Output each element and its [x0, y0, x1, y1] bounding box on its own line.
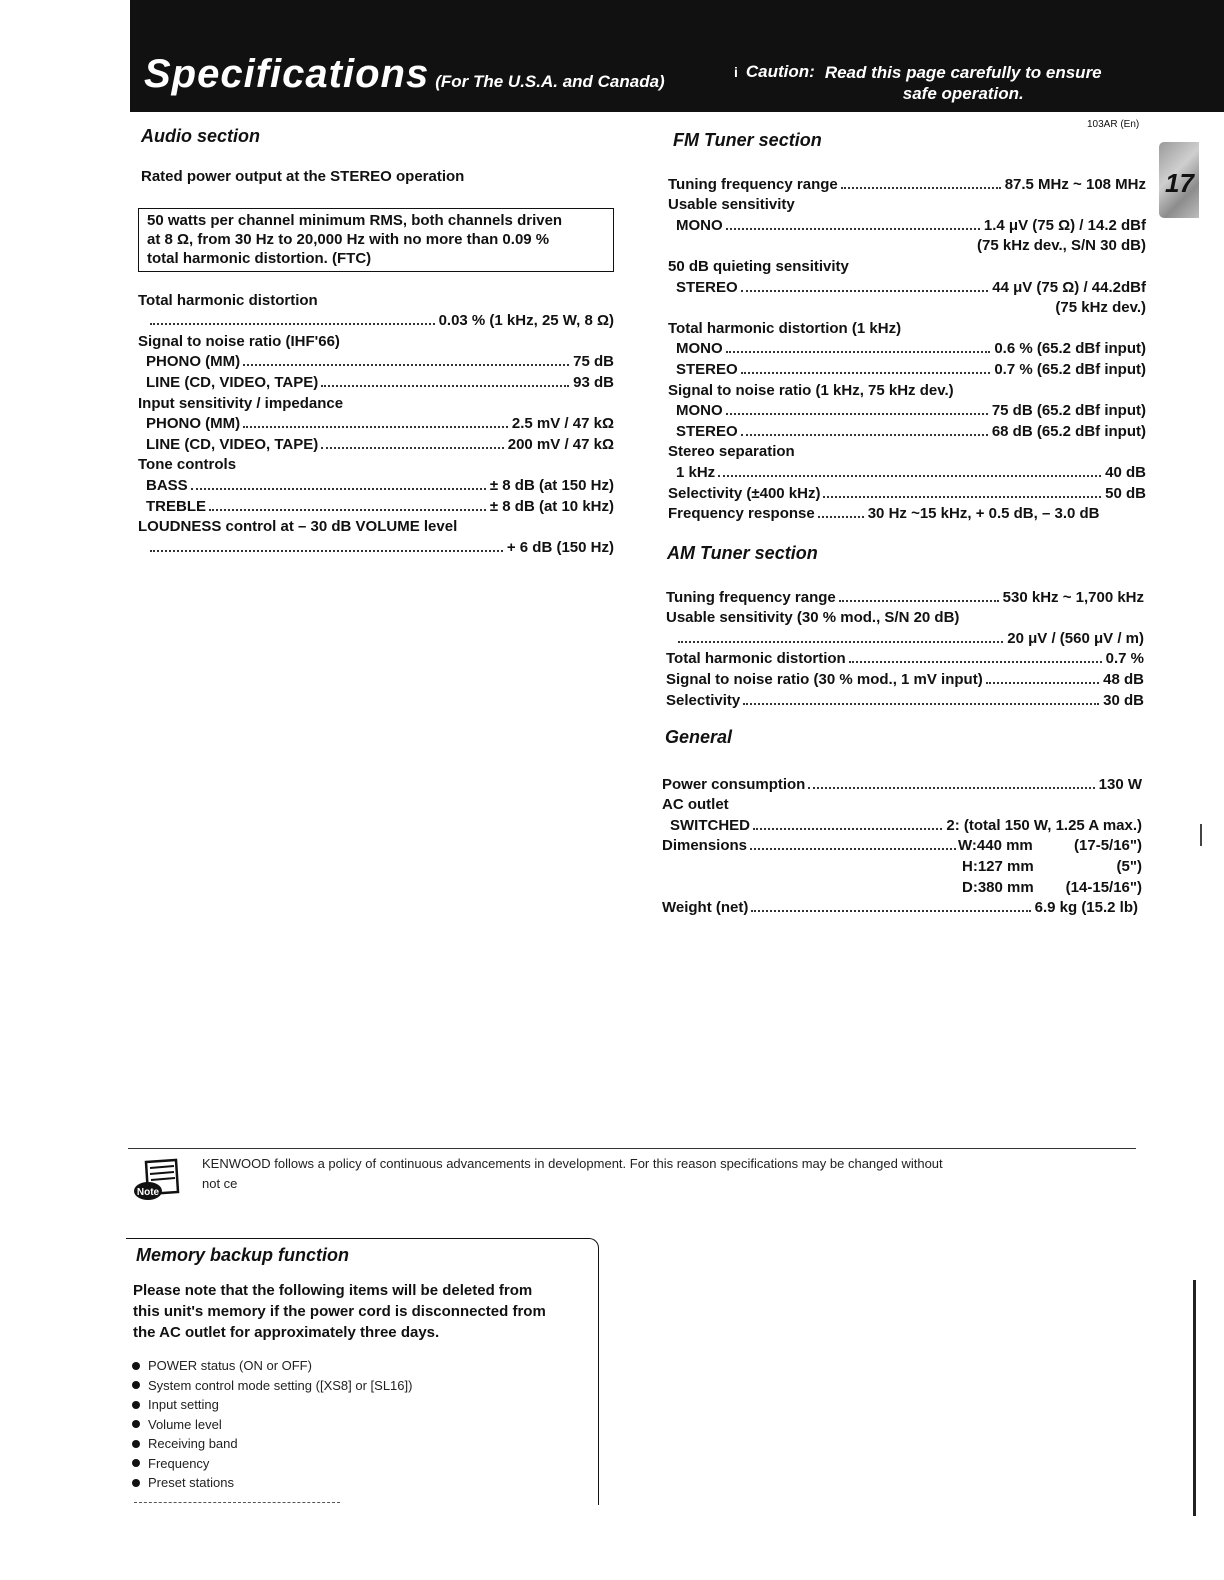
fm-quieting-stereo-note: (75 kHz dev.) — [1055, 299, 1146, 317]
fm-section-title: FM Tuner section — [673, 130, 822, 150]
fm-spec-list — [668, 172, 1146, 522]
bullet-icon — [132, 1381, 140, 1389]
general-dims-block — [662, 834, 1142, 896]
dim-width: W:440 mm — [958, 837, 1033, 855]
bullet-icon — [132, 1362, 140, 1370]
am-snr-label: Signal to noise ratio (30 % mod., 1 mV input) — [666, 670, 983, 688]
audio-spec-list — [138, 288, 614, 556]
page-title — [144, 52, 665, 97]
dim-height-inches: (5") — [1116, 857, 1142, 875]
audio-input-label: Input sensitivity / impedance — [138, 394, 344, 412]
bullet-icon — [132, 1459, 140, 1467]
fm-sep-1k-value: 40 dB — [1105, 463, 1146, 481]
fm-sep-label: Stereo separation — [668, 443, 795, 461]
memory-backup-title: Memory backup function — [136, 1245, 350, 1265]
page-number: 17 — [1165, 168, 1194, 198]
fm-freq-row — [668, 502, 1146, 523]
am-range-label: Tuning frequency range — [666, 588, 836, 606]
audio-thd-value: 0.03 % (1 kHz, 25 W, 8 Ω) — [438, 312, 614, 330]
list-item-text: Frequency — [148, 1455, 210, 1471]
audio-snr-line-row — [138, 370, 614, 391]
bullet-icon — [132, 1440, 140, 1448]
fm-selectivity-row — [668, 481, 1146, 502]
fm-selectivity-value: 50 dB — [1105, 484, 1146, 502]
dimensions-grid — [958, 834, 1142, 896]
audio-bass-row — [138, 473, 614, 494]
general-power-row — [662, 772, 1142, 793]
caution-label: Caution: — [745, 62, 815, 81]
audio-section-title: Audio section — [141, 126, 261, 146]
fm-freq-value: 30 Hz ~15 kHz, + 0.5 dB, – 3.0 dB — [867, 505, 1100, 523]
am-section-title: AM Tuner section — [667, 543, 818, 563]
fm-snr-mono-value: 75 dB (65.2 dBf input) — [991, 402, 1146, 420]
general-weight-label: Weight (net) — [662, 899, 749, 917]
fm-thd-label: Total harmonic distortion (1 kHz) — [668, 319, 902, 337]
fm-freq-label: Frequency response — [668, 505, 815, 523]
dim-depth-inches: (14-15/16") — [1065, 878, 1142, 896]
list-item — [132, 1376, 412, 1396]
audio-input-phono-value: 2.5 mV / 47 kΩ — [511, 415, 614, 433]
audio-input-phono-label: PHONO (MM) — [146, 415, 241, 433]
am-thd-label: Total harmonic distortion — [666, 650, 846, 668]
fm-quieting-stereo-label: STEREO — [676, 278, 738, 296]
fm-range-label: Tuning frequency range — [668, 175, 838, 193]
audio-snr-label: Signal to noise ratio (IHF'66) — [138, 332, 340, 350]
list-item — [132, 1473, 412, 1493]
am-selectivity-label: Selectivity — [666, 691, 741, 709]
am-thd-value: 0.7 % — [1105, 650, 1144, 668]
bullet-icon — [132, 1420, 140, 1428]
audio-snr-phono-value: 75 dB — [573, 353, 614, 371]
general-dims-label: Dimensions — [662, 837, 748, 855]
audio-input-line-row — [138, 432, 614, 453]
audio-snr-phono-label: PHONO (MM) — [146, 353, 241, 371]
audio-loudness-row — [138, 535, 614, 556]
note-icon-label: Note — [136, 1187, 160, 1198]
memory-backup-intro — [133, 1280, 593, 1343]
fm-snr-mono-row — [668, 399, 1146, 420]
note-divider — [128, 1148, 1136, 1149]
audio-snr-line-label: LINE (CD, VIDEO, TAPE) — [146, 373, 319, 391]
am-range-row — [666, 585, 1144, 606]
list-item-text: POWER status (ON or OFF) — [148, 1358, 312, 1374]
fm-snr-label: Signal to noise ratio (1 kHz, 75 kHz dev.) — [668, 381, 954, 399]
header-banner — [130, 0, 1224, 112]
fm-thd-mono-value: 0.6 % (65.2 dBf input) — [994, 340, 1146, 358]
fm-snr-stereo-value: 68 dB (65.2 dBf input) — [991, 422, 1146, 440]
fm-usable-label: Usable sensitivity — [668, 196, 795, 214]
fm-thd-stereo-row — [668, 357, 1146, 378]
general-ac-label: AC outlet — [662, 796, 729, 814]
list-item-text: Receiving band — [148, 1436, 238, 1452]
rated-power-heading: Rated power output at the STEREO operation — [141, 168, 465, 185]
list-item-text: System control mode setting ([XS8] or [SL16]) — [148, 1377, 413, 1393]
dim-height: H:127 mm — [962, 857, 1034, 875]
memory-intro-line-1: Please note that the following items will be deleted from — [133, 1282, 533, 1299]
am-usable-value: 20 μV / (560 μV / m) — [1007, 629, 1144, 647]
bullet-icon — [132, 1401, 140, 1409]
audio-snr-line-value: 93 dB — [573, 373, 614, 391]
audio-input-line-value: 200 mV / 47 kΩ — [507, 435, 614, 453]
am-spec-list — [666, 585, 1144, 709]
list-item-text: Preset stations — [148, 1475, 234, 1491]
general-section-title: General — [665, 727, 733, 747]
fm-usable-mono-note: (75 kHz dev., S/N 30 dB) — [977, 237, 1146, 255]
am-snr-value: 48 dB — [1103, 670, 1144, 688]
am-selectivity-value: 30 dB — [1103, 691, 1144, 709]
fm-usable-mono-label: MONO — [676, 216, 723, 234]
memory-item-list — [132, 1356, 412, 1493]
bullet-icon — [132, 1479, 140, 1487]
list-item-text: Volume level — [148, 1416, 222, 1432]
audio-input-phono-row — [138, 412, 614, 433]
audio-thd-row — [138, 309, 614, 330]
audio-thd-label: Total harmonic distortion — [138, 291, 318, 309]
note-line-1: KENWOOD follows a policy of continuous advancements in development. For this reason specifications may be changed without — [202, 1156, 943, 1171]
fm-usable-mono-value: 1.4 μV (75 Ω) / 14.2 dBf — [983, 216, 1146, 234]
bottom-divider — [134, 1502, 340, 1503]
fm-quieting-label: 50 dB quieting sensitivity — [668, 257, 849, 275]
ftc-rating-box — [138, 208, 614, 272]
caution-notice — [734, 62, 1102, 104]
page-subtitle: (For The U.S.A. and Canada) — [435, 72, 665, 91]
fm-thd-stereo-label: STEREO — [676, 360, 738, 378]
fm-thd-mono-row — [668, 337, 1146, 358]
fm-range-value: 87.5 MHz ~ 108 MHz — [1004, 175, 1146, 193]
memory-intro-line-3: the AC outlet for approximately three days. — [133, 1324, 440, 1341]
fm-sep-1k-label: 1 kHz — [676, 463, 716, 481]
audio-bass-value: ± 8 dB (at 150 Hz) — [489, 476, 614, 494]
fm-range-row — [668, 172, 1146, 193]
list-item — [132, 1434, 412, 1454]
audio-bass-label: BASS — [146, 476, 188, 494]
note-line-2: not ce — [202, 1176, 238, 1191]
audio-treble-value: ± 8 dB (at 10 kHz) — [489, 497, 614, 515]
fm-thd-stereo-value: 0.7 % (65.2 dBf input) — [994, 360, 1146, 378]
page-tab — [1159, 142, 1199, 218]
fm-snr-stereo-label: STEREO — [676, 422, 738, 440]
am-range-value: 530 kHz ~ 1,700 kHz — [1002, 588, 1144, 606]
info-icon: i — [734, 64, 738, 80]
am-snr-row — [666, 667, 1144, 688]
am-thd-row — [666, 647, 1144, 668]
audio-input-line-label: LINE (CD, VIDEO, TAPE) — [146, 435, 319, 453]
doc-code: 103AR (En) — [1087, 119, 1140, 130]
fm-usable-mono-row — [668, 213, 1146, 234]
dim-width-inches: (17-5/16") — [1074, 837, 1142, 855]
general-weight-value: 6.9 kg (15.2 lb) — [1034, 899, 1138, 917]
edge-tick-mark — [1200, 824, 1202, 846]
fm-quieting-stereo-row — [668, 275, 1146, 296]
fm-quieting-stereo-value: 44 μV (75 Ω) / 44.2dBf — [992, 278, 1146, 296]
memory-intro-line-2: this unit's memory if the power cord is disconnected from — [133, 1303, 546, 1320]
general-weight-row — [662, 896, 1142, 917]
list-item-text: Input setting — [148, 1397, 219, 1413]
note-icon — [132, 1158, 182, 1202]
caution-line-1: Read this page carefully to ensure — [824, 63, 1102, 82]
am-usable-label: Usable sensitivity (30 % mod., S/N 20 dB) — [666, 609, 960, 627]
caution-line-2: safe operation. — [902, 84, 1024, 103]
audio-treble-label: TREBLE — [146, 497, 206, 515]
list-item — [132, 1454, 412, 1474]
caution-message — [825, 62, 1102, 104]
list-item — [132, 1356, 412, 1376]
ftc-line-1: 50 watts per channel minimum RMS, both channels driven — [147, 212, 563, 229]
fm-snr-mono-label: MONO — [676, 402, 723, 420]
ftc-line-3: total harmonic distortion. (FTC) — [147, 250, 372, 267]
binding-edge-mark — [1193, 1280, 1196, 1516]
audio-loudness-label: LOUDNESS control at – 30 dB VOLUME level — [138, 518, 458, 536]
am-usable-row — [666, 626, 1144, 647]
audio-tone-label: Tone controls — [138, 456, 237, 474]
list-item — [132, 1415, 412, 1435]
audio-snr-phono-row — [138, 350, 614, 371]
audio-loudness-value: + 6 dB (150 Hz) — [506, 538, 614, 556]
fm-selectivity-label: Selectivity (±400 kHz) — [668, 484, 821, 502]
general-switched-label: SWITCHED — [670, 816, 750, 834]
ftc-line-2: at 8 Ω, from 30 Hz to 20,000 Hz with no more than 0.09 % — [147, 231, 550, 248]
audio-treble-row — [138, 494, 614, 515]
general-switched-value: 2: (total 150 W, 1.25 A max.) — [946, 816, 1142, 834]
general-spec-list — [662, 772, 1142, 916]
dim-depth: D:380 mm — [962, 878, 1034, 896]
fm-snr-stereo-row — [668, 419, 1146, 440]
am-selectivity-row — [666, 688, 1144, 709]
list-item — [132, 1395, 412, 1415]
fm-thd-mono-label: MONO — [676, 340, 723, 358]
general-dims-row — [662, 834, 958, 855]
general-power-value: 130 W — [1098, 775, 1142, 793]
general-power-label: Power consumption — [662, 775, 806, 793]
general-switched-row — [662, 813, 1142, 834]
page-title-text: Specifications — [144, 52, 430, 96]
note-text — [202, 1154, 1142, 1194]
fm-sep-1k-row — [668, 460, 1146, 481]
